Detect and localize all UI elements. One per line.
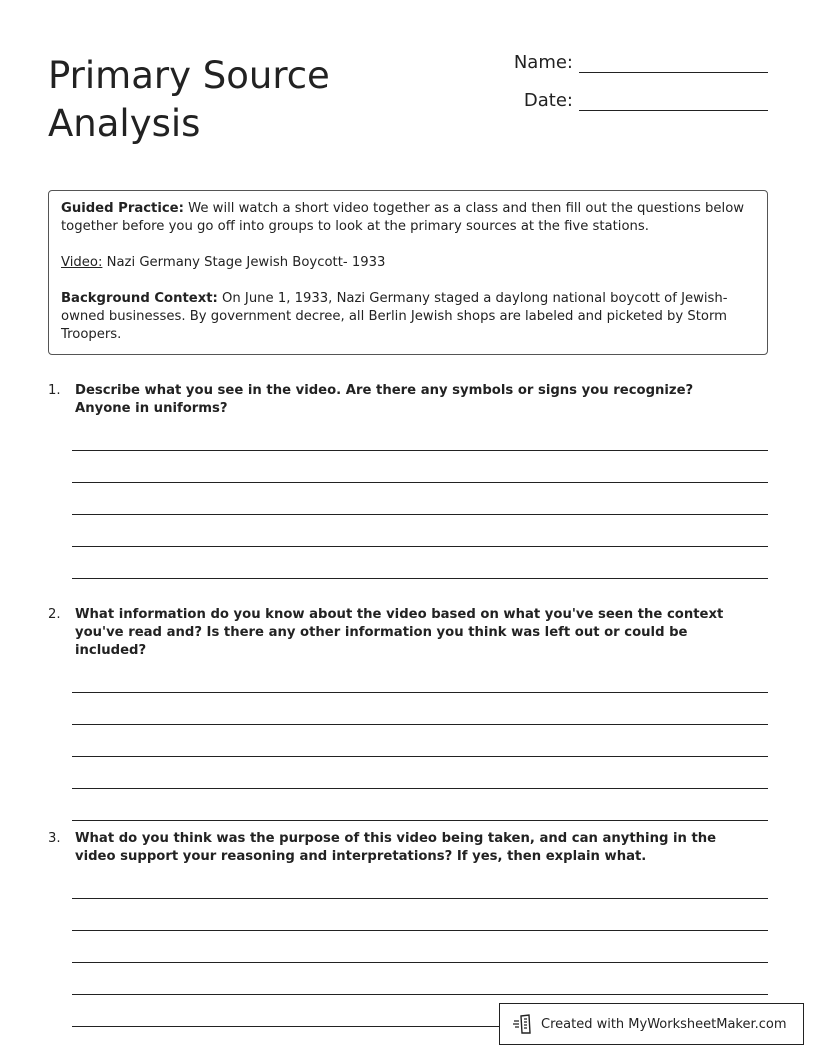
- question-text: What information do you know about the video based on what you've seen the context you've read and? Is there any other information you think was left out or could be included?: [75, 607, 724, 658]
- date-field: [524, 90, 768, 111]
- question-2: [48, 606, 768, 821]
- answer-line[interactable]: [72, 682, 768, 693]
- answer-line[interactable]: [72, 693, 768, 725]
- name-field: [514, 52, 768, 73]
- guided-practice-text: We will watch a short video together as a class and then fill out the questions below together before you go off into groups to look at the primary sources at the five stations.: [61, 201, 745, 234]
- background-paragraph: [61, 290, 755, 344]
- answer-line[interactable]: [72, 789, 768, 821]
- guided-practice-label: Guided Practice:: [61, 201, 184, 216]
- answer-line[interactable]: [72, 931, 768, 963]
- answer-line[interactable]: [72, 757, 768, 789]
- date-label: Date:: [523, 90, 573, 111]
- answer-line[interactable]: [72, 963, 768, 995]
- answer-line[interactable]: [72, 725, 768, 757]
- question-3: [48, 830, 768, 1027]
- answer-area[interactable]: [72, 440, 768, 579]
- video-label: Video:: [61, 255, 103, 270]
- name-input-line[interactable]: [579, 52, 768, 73]
- date-input-line[interactable]: [579, 90, 768, 111]
- worksheet-maker-logo-icon: [512, 1013, 534, 1035]
- question-number: 1.: [48, 383, 61, 398]
- video-title: Nazi Germany Stage Jewish Boycott- 1933: [102, 255, 386, 270]
- guided-practice-paragraph: [61, 200, 755, 236]
- answer-line[interactable]: [72, 547, 768, 579]
- badge-text: Created with MyWorksheetMaker.com: [541, 1016, 787, 1032]
- question-1: [48, 382, 768, 579]
- question-text: Describe what you see in the video. Are there any symbols or signs you recognize? Anyone in uniforms?: [75, 383, 694, 416]
- answer-line[interactable]: [72, 451, 768, 483]
- context-box: [48, 190, 768, 355]
- question-number: 2.: [48, 607, 61, 622]
- background-text: On June 1, 1933, Nazi Germany staged a daylong national boycott of Jewish-owned businesses. By government decree, all Berlin Jewish shops are labeled and picketed by Storm Troopers.: [61, 291, 728, 342]
- answer-line[interactable]: [72, 899, 768, 931]
- answer-line[interactable]: [72, 515, 768, 547]
- created-with-badge[interactable]: [499, 1003, 804, 1045]
- question-text: What do you think was the purpose of this video being taken, and can anything in the video support your reasoning and interpretations? If yes, then explain what.: [75, 831, 717, 864]
- answer-area[interactable]: [72, 682, 768, 821]
- answer-line[interactable]: [72, 440, 768, 451]
- name-label: Name:: [513, 52, 573, 73]
- answer-line[interactable]: [72, 888, 768, 899]
- answer-line[interactable]: [72, 483, 768, 515]
- page-title: Primary Source Analysis: [48, 54, 330, 145]
- video-paragraph: [61, 254, 755, 272]
- background-label: Background Context:: [61, 291, 218, 306]
- question-number: 3.: [48, 831, 61, 846]
